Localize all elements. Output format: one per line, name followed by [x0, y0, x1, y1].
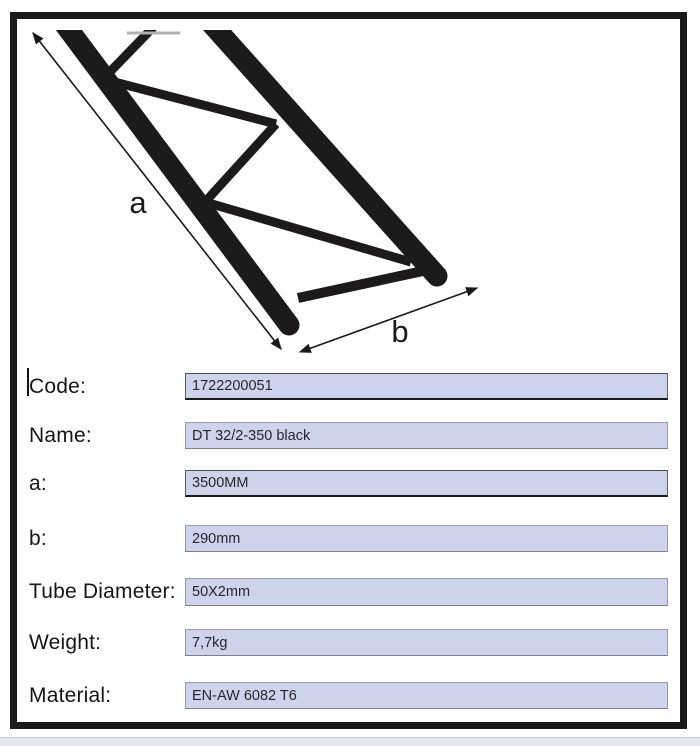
material-label: Material: [29, 683, 112, 707]
b-label: b: [29, 526, 47, 550]
name-label: Name: [29, 423, 92, 447]
code-field[interactable] [185, 373, 668, 400]
material-field[interactable] [185, 682, 668, 709]
weight-field[interactable] [185, 629, 668, 656]
code-label: Code: [29, 374, 87, 398]
b-field[interactable] [185, 525, 668, 552]
a-label: a: [29, 471, 47, 495]
tube-diameter-label: Tube Diameter: [29, 580, 176, 603]
dim-b-label: b [391, 314, 409, 349]
dim-b-arrow [300, 288, 477, 352]
name-field[interactable] [185, 422, 668, 449]
dim-a-label: a [129, 185, 147, 220]
dim-a-arrow [33, 33, 281, 349]
truss-brace [103, 12, 168, 79]
a-field[interactable] [185, 470, 668, 497]
truss-end-rung [298, 271, 423, 298]
truss-brace [205, 124, 276, 202]
page-edge [0, 737, 700, 746]
tube-diameter-field[interactable] [185, 578, 668, 606]
weight-label: Weight: [29, 630, 102, 654]
